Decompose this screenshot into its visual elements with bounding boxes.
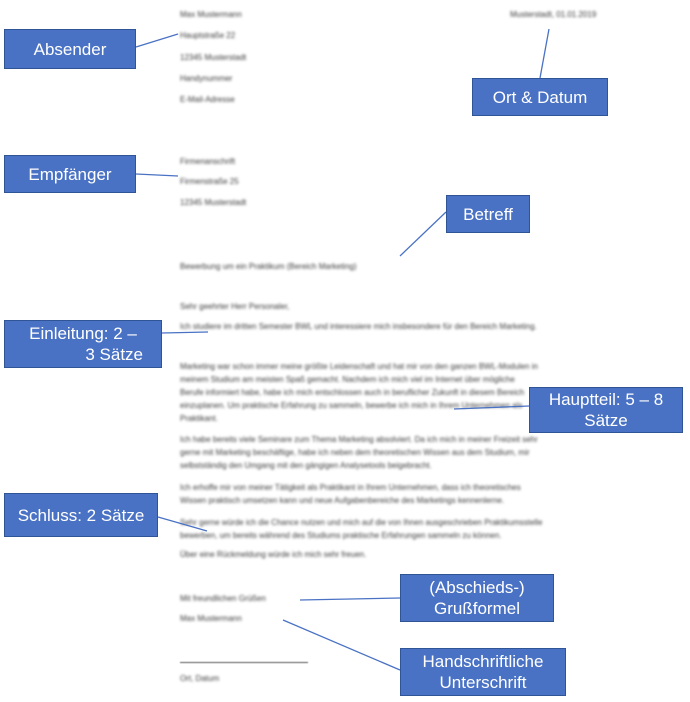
salutation: Sehr geehrter Herr Personaler, <box>180 302 290 311</box>
label-unterschrift-line2: Unterschrift <box>439 673 527 692</box>
subject-line: Bewerbung um ein Praktikum (Bereich Marketing) <box>180 262 357 271</box>
label-betreff-text: Betreff <box>463 204 513 224</box>
label-schluss-text: Schluss: 2 Sätze <box>17 505 145 525</box>
label-hauptteil <box>529 387 683 433</box>
sender-name: Max Mustermann <box>180 10 242 19</box>
connector-gruss <box>300 598 400 600</box>
recipient-street: Firmenstraße 25 <box>180 177 239 186</box>
body3-line: Wissen praktisch umsetzen kann und neue Aufgabenbereiche des Marketings kennenlerne. <box>180 496 505 505</box>
body3-line: Ich erhoffe mir von meiner Tätigkeit als Praktikant in Ihrem Unternehmen, dass ich theoretisches <box>180 483 521 492</box>
body1-line: meinem Studium am meisten Spaß gemacht. Nachdem ich mich viel im Internet über mögliche <box>180 375 515 384</box>
recipient-company: Firmenanschrift <box>180 157 236 166</box>
body1-line: einzuplanen. Um praktische Erfahrung zu sammeln, bewerbe ich mich in Ihrem Unternehmen als <box>180 401 523 410</box>
label-hauptteil-line2: Sätze <box>584 411 628 430</box>
label-empfaenger <box>4 155 136 193</box>
label-hauptteil-line1: Hauptteil: 5 – 8 <box>548 390 664 409</box>
label-absender-text: Absender <box>33 39 107 59</box>
body1-line: Praktikant. <box>180 414 218 423</box>
body2-line: selbstständig den Umgang mit den gängigen Analysetools beigebracht. <box>180 461 432 470</box>
label-unterschrift <box>400 648 566 696</box>
closing-line: bewerben, um bereits während des Studiums praktische Erfahrungen sammeln zu können. <box>180 531 502 540</box>
connector-ort-datum <box>540 29 549 78</box>
closing-line: Sehr gerne würde ich die Chance nutzen und mich auf die von Ihnen ausgeschrieben Praktikumsstelle <box>180 518 543 527</box>
connector-schluss <box>158 517 207 531</box>
label-gruss-line2: Grußformel <box>434 599 520 618</box>
body1-line: Marketing war schon immer meine größte Leidenschaft und hat mir von den ganzen BWL-Modulen in <box>180 362 538 371</box>
label-ort-datum <box>472 78 608 116</box>
label-betreff <box>446 195 530 233</box>
label-unterschrift-line1: Handschriftliche <box>422 652 544 671</box>
connector-betreff <box>400 212 446 256</box>
label-einleitung <box>4 320 162 368</box>
signature-caption: Ort, Datum <box>180 674 220 683</box>
signature-name: Max Mustermann <box>180 614 242 623</box>
label-gruss-line1: (Abschieds-) <box>429 578 525 597</box>
sender-city: 12345 Musterstadt <box>180 53 247 62</box>
label-grussformel <box>400 574 554 622</box>
place-date: Musterstadt, 01.01.2019 <box>510 10 597 19</box>
intro-text: Ich studiere im dritten Semester BWL und interessiere mich insbesondere für den Bereich Marketing. <box>180 322 537 331</box>
closing-final: Über eine Rückmeldung würde ich mich sehr freuen. <box>180 550 367 559</box>
label-einleitung-line2: 3 Sätze <box>85 345 143 364</box>
connector-unterschrift <box>283 620 400 670</box>
connector-hauptteil <box>454 406 529 409</box>
connector-einleitung <box>162 332 208 333</box>
greeting: Mit freundlichen Grüßen <box>180 594 266 603</box>
recipient-city: 12345 Musterstadt <box>180 198 247 207</box>
body2-line: gerne mit Marketing beschäftige, habe ich neben dem theoretischen Wissen aus dem Studium, mir <box>180 448 530 457</box>
body1-line: Berufe informiert habe, habe ich mich entschlossen auch in beruflicher Zukunft in diesem Bereich <box>180 388 525 397</box>
label-schluss <box>4 493 158 537</box>
label-einleitung-line1: Einleitung: 2 – <box>29 324 137 343</box>
label-ort-datum-text: Ort & Datum <box>492 87 588 107</box>
sender-phone: Handynummer <box>180 74 233 83</box>
label-empfaenger-text: Empfänger <box>28 164 112 184</box>
connector-empfaenger <box>136 174 178 176</box>
connector-absender <box>136 34 178 47</box>
sender-email: E-Mail-Adresse <box>180 95 235 104</box>
sender-street: Hauptstraße 22 <box>180 31 236 40</box>
label-absender <box>4 29 136 69</box>
body2-line: Ich habe bereits viele Seminare zum Thema Marketing absolviert. Da ich mich in meiner Freizeit sehr <box>180 435 538 444</box>
